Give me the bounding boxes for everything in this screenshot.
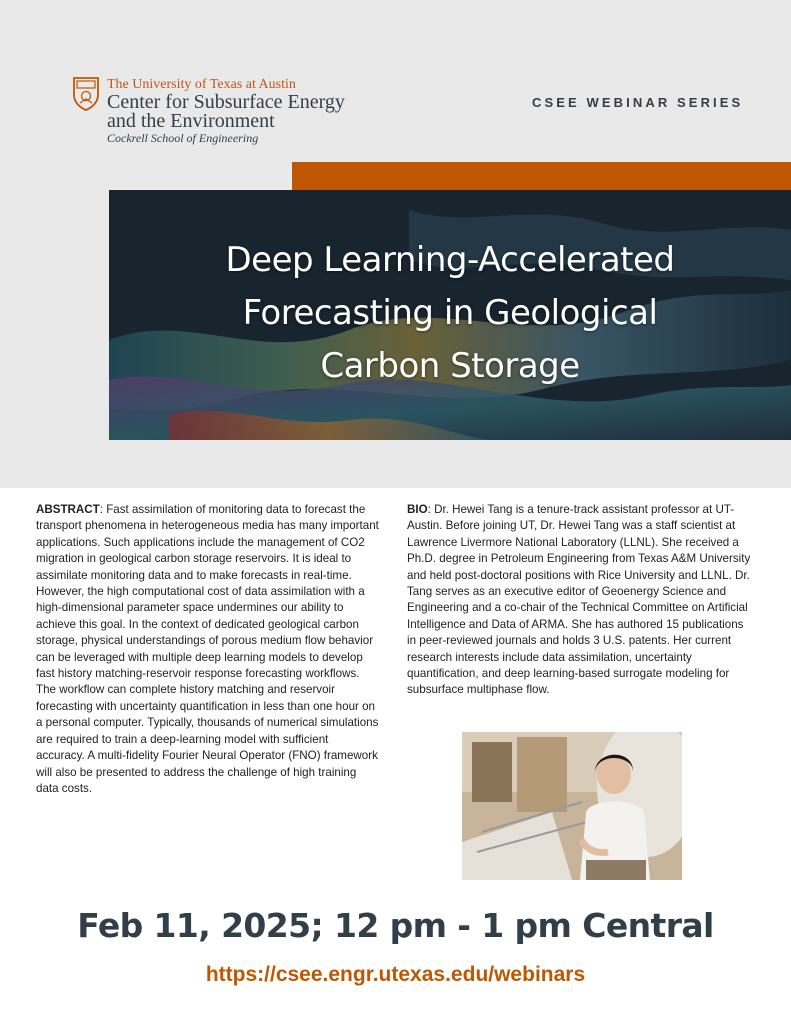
university-name: The University of Texas at Austin bbox=[107, 77, 296, 92]
webinar-link[interactable]: https://csee.engr.utexas.edu/webinars bbox=[205, 963, 586, 986]
bio-label: BIO bbox=[407, 503, 428, 516]
abstract-text: : Fast assimilation of monitoring data to forecast the transport phenomena in heterogeneous media has many important applications. Such applications include the management of CO2 migration in geological carbon storage reservoirs. It is ideal to assimilate monitoring data and to make forecasts in real-time. However, the high computational cost of data assimilation with a high-dimensional parameter space undermines our ability to achieve this goal. In the context of dedicated geological carbon storage, physical understandings of porous medium flow behavior can be leveraged with multiple deep learning models to develop fast history matching-reservoir response forecasting workflows. The workflow can complete history matching and reservoir forecasting with uncertainty quantification in less than one hour on a personal computer. Typically, thousands of numerical simulations are required to train a deep-learning model with sufficient accuracy. A multi-fidelity Fourier Neural Operator (FNO) framework will also be presented to address the challenge of high training data costs. bbox=[36, 503, 379, 795]
hero-banner bbox=[109, 190, 791, 440]
webinar-series-label: CSEE WEBINAR SERIES bbox=[532, 95, 744, 110]
speaker-photo bbox=[462, 732, 682, 880]
webinar-title bbox=[109, 234, 791, 393]
ut-shield-icon bbox=[73, 77, 99, 111]
bio-section bbox=[407, 502, 753, 699]
event-datetime: Feb 11, 2025; 12 pm - 1 pm Central bbox=[77, 906, 714, 945]
title-line: Carbon Storage bbox=[320, 346, 580, 386]
center-name-line1: Center for Subsurface Energy bbox=[107, 91, 345, 113]
center-name-line2: and the Environment bbox=[107, 110, 275, 132]
school-name: Cockrell School of Engineering bbox=[107, 131, 259, 145]
title-line: Forecasting in Geological bbox=[242, 293, 658, 333]
accent-bar bbox=[292, 162, 791, 190]
title-line: Deep Learning-Accelerated bbox=[225, 240, 675, 280]
abstract-label: ABSTRACT bbox=[36, 503, 100, 516]
abstract-section bbox=[36, 502, 379, 797]
bio-text: : Dr. Hewei Tang is a tenure-track assistant professor at UT-Austin. Before joining UT, Dr. Hewei Tang was a staff scientist at Lawrence Livermore National Laboratory (LLNL). She received a Ph.D. degree in Petroleum Engineering from Texas A&M University and held post-doctoral positions with Rice University and LLNL. Dr. Tang serves as an executive editor of Geoenergy Science and Engineering and a co-chair of the Technical Committee on Artificial Intelligence and Data of ARMA. She has authored 15 publications in peer-reviewed journals and holds 3 U.S. patents. Her current research interests include data assimilation, uncertainty quantification, and deep learning-based surrogate modeling for subsurface multiphase flow. bbox=[407, 503, 751, 697]
